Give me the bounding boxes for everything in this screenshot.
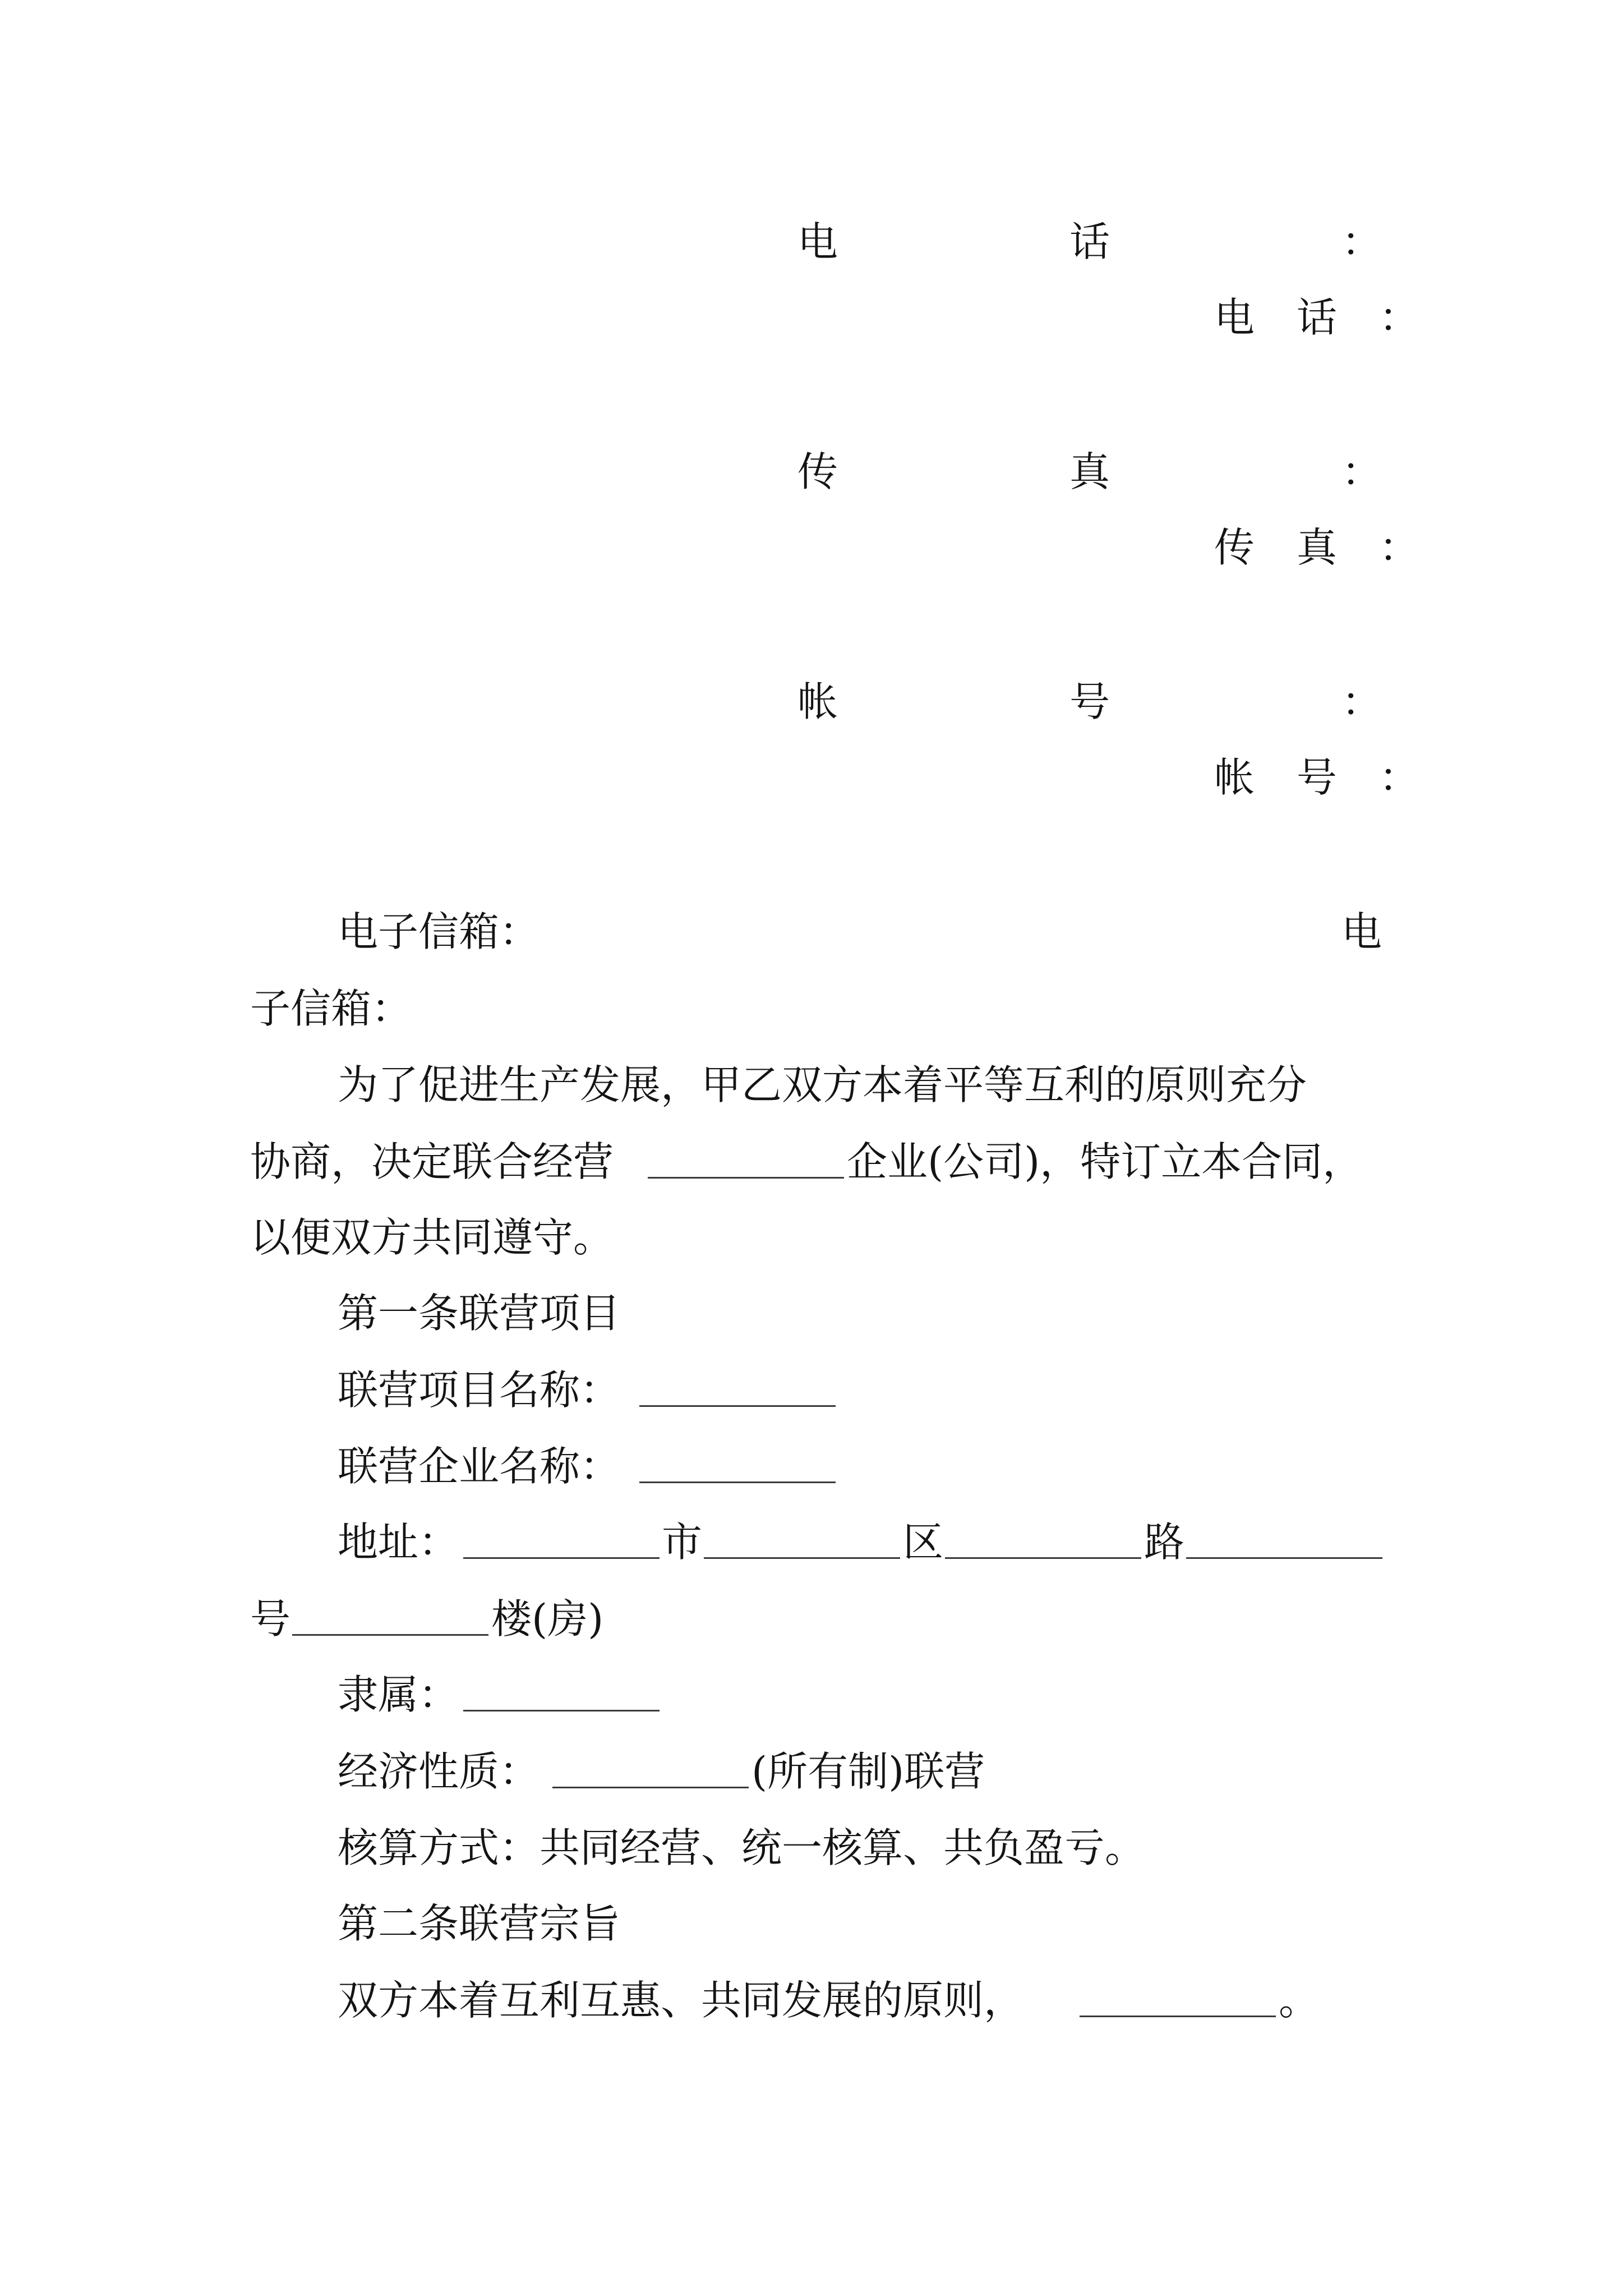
address-number-blank — [1186, 1557, 1382, 1559]
nature-blank — [552, 1787, 749, 1788]
fax-left-char2: 真 — [1069, 448, 1110, 495]
article2-blank — [1080, 2016, 1276, 2017]
fax-left-char1: 传 — [797, 448, 838, 495]
project-name-blank — [639, 1405, 836, 1407]
email-label-right-end: 子信箱： — [250, 985, 412, 1032]
accounting-method: 核算方式：共同经营、统一核算、共负盈亏。 — [338, 1824, 1146, 1871]
account-left-colon: ： — [1341, 678, 1382, 725]
address-building: 楼(房) — [491, 1595, 604, 1642]
enterprise-name-label: 联营企业名称： — [338, 1443, 621, 1490]
affiliation-blank — [463, 1710, 660, 1711]
email-label-left: 电子信箱： — [338, 908, 540, 955]
intro-line-2-after: 企业(公司)，特订立本合同， — [847, 1138, 1363, 1185]
project-name-label: 联营项目名称： — [338, 1366, 621, 1414]
address-city: 市 — [662, 1519, 703, 1566]
address-district: 区 — [903, 1519, 944, 1566]
nature-suffix: (所有制)联营 — [751, 1748, 985, 1795]
nature-label: 经济性质： — [338, 1748, 540, 1795]
account-left-char2: 号 — [1069, 678, 1110, 725]
address-city-blank — [463, 1557, 660, 1559]
article2-text: 双方本着互利互惠、共同发展的原则， — [338, 1977, 1025, 2024]
intro-line-2-before: 协商，决定联合经营 — [250, 1138, 614, 1185]
email-label-right-start: 电 — [1341, 908, 1382, 955]
enterprise-name-blank — [639, 1481, 836, 1483]
article2-title: 第二条联营宗旨 — [338, 1900, 621, 1947]
enterprise-blank-line — [648, 1177, 844, 1179]
affiliation-label: 隶属： — [338, 1671, 459, 1718]
address-road: 路 — [1144, 1519, 1185, 1566]
fax-left-colon: ： — [1341, 448, 1382, 495]
address-building-blank — [292, 1634, 488, 1636]
address-number: 号 — [250, 1595, 291, 1642]
article2-end: 。 — [1279, 1977, 1320, 2024]
account-left-char1: 帐 — [797, 678, 838, 725]
address-label: 地址： — [338, 1519, 459, 1566]
phone-left-colon: ： — [1341, 218, 1382, 265]
phone-left-char2: 话 — [1069, 218, 1110, 265]
address-district-blank — [704, 1557, 900, 1559]
phone-right-label: 电 话 ： — [1214, 294, 1434, 341]
address-road-blank — [945, 1557, 1141, 1559]
article1-title: 第一条联营项目 — [338, 1290, 621, 1337]
intro-line-1: 为了促进生产发展，甲乙双方本着平等互利的原则充分 — [338, 1061, 1307, 1108]
intro-line-3: 以便双方共同遵守。 — [250, 1214, 614, 1261]
account-right-label: 帐 号 ： — [1214, 754, 1434, 801]
phone-left-char1: 电 — [797, 218, 838, 265]
fax-right-label: 传 真 ： — [1214, 524, 1434, 571]
